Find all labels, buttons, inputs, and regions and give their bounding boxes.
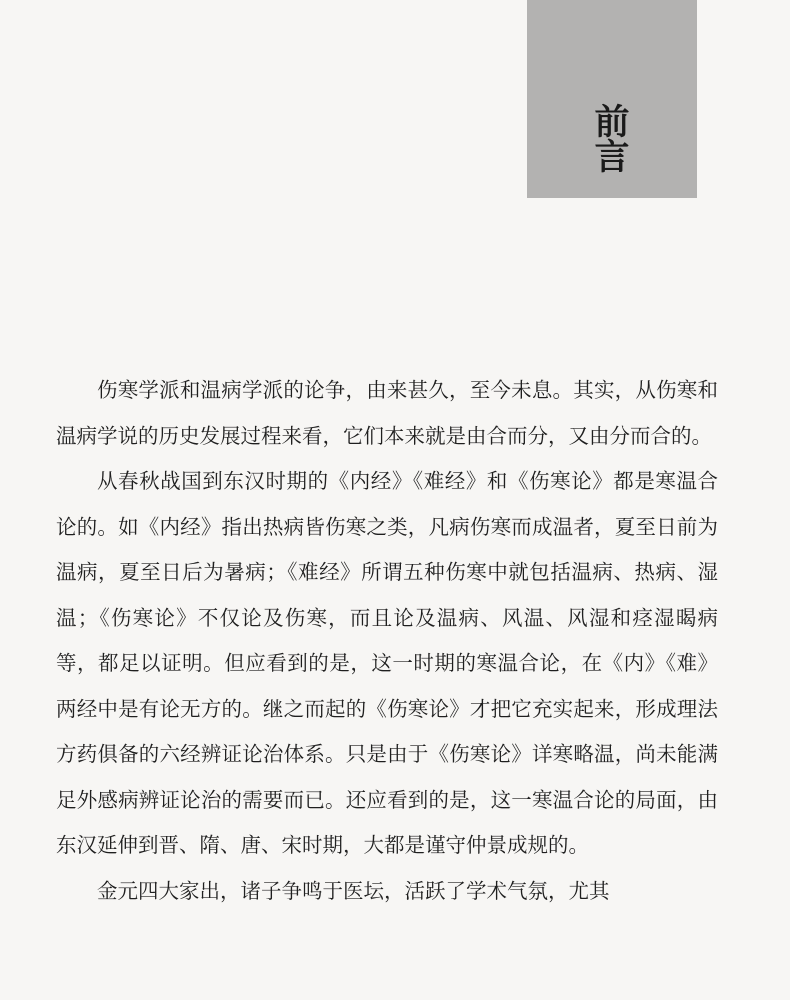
paragraph-1: 伤寒学派和温病学派的论争，由来甚久，至今未息。其实，从伤寒和温病学说的历史发展过程来看，它们本来就是由合而分，又由分而合的。	[56, 378, 718, 448]
paragraph-2: 从春秋战国到东汉时期的《内经》《难经》和《伤寒论》都是寒温合论的。如《内经》指出热病皆伤寒之类，凡病伤寒而成温者，夏至日前为温病，夏至日后为暑病；《难经》所谓五种伤寒中就包括温病、热病、湿温；《伤寒论》不仅论及伤寒，而且论及温病、风温、风湿和痉湿暍病等，都足以证明。但应看到的是，这一时期的寒温合论，在《内》《难》两经中是有论无方的。继之而起的《伤寒论》才把它充实起来，形成理法方药俱备的六经辨证论治体系。只是由于《伤寒论》详寒略温，尚未能满足外感病辨证论治的需要而已。还应看到的是，这一寒温合论的局面，由东汉延伸到晋、隋、唐、宋时期，大都是谨守仲景成规的。	[56, 469, 718, 857]
page-title: 前 言	[594, 103, 658, 178]
paragraph-3: 金元四大家出，诸子争鸣于医坛，活跃了学术气氛，尤其	[97, 878, 610, 903]
title-box	[527, 0, 697, 198]
body-text	[56, 368, 718, 914]
